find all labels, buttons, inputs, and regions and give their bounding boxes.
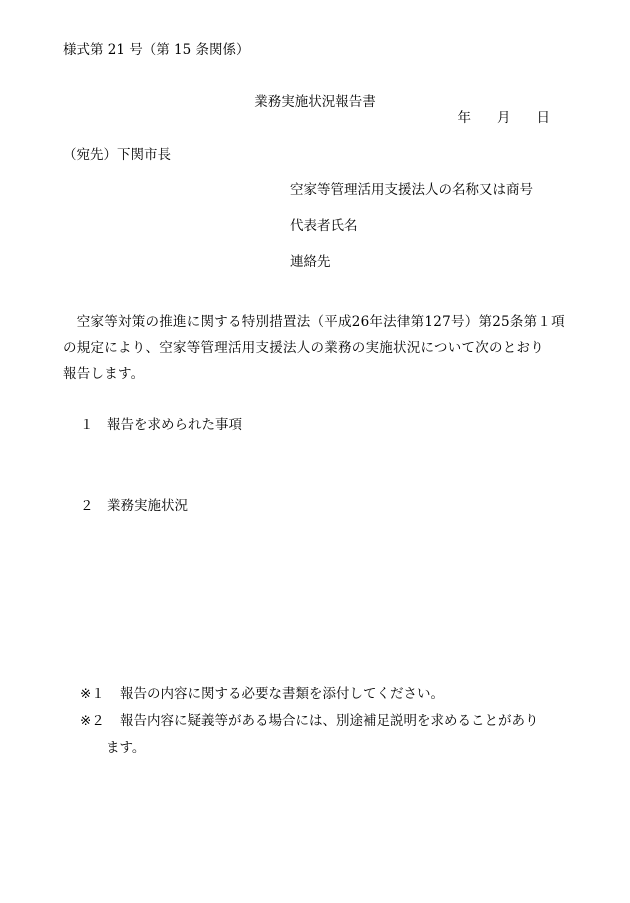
addressee: （宛先）下関市長: [63, 147, 171, 163]
date-line: [458, 112, 551, 126]
note-1: [80, 688, 444, 702]
date-month: 月: [497, 110, 511, 126]
body-paragraph: [63, 309, 583, 387]
note-2-continuation: ます。: [106, 740, 146, 756]
org-name-label: 空家等管理活用支援法人の名称又は商号: [290, 182, 533, 198]
section-business-status: [80, 500, 188, 514]
note-text: 報告の内容に関する必要な書類を添付してください。: [120, 686, 444, 702]
section-requested-items: [80, 419, 242, 433]
note-text: 報告内容に疑義等がある場合には、別途補足説明を求めることがあり: [120, 713, 539, 729]
note-mark: ※２: [80, 713, 105, 729]
representative-label: 代表者氏名: [290, 218, 358, 234]
date-year: 年: [457, 110, 471, 126]
section-number: ２: [80, 498, 94, 514]
date-day: 日: [536, 110, 550, 126]
body-line-3: 報告します。: [63, 366, 145, 382]
contact-label: 連絡先: [290, 254, 331, 270]
document-title: 業務実施状況報告書: [254, 94, 376, 110]
section-number: １: [80, 417, 94, 433]
body-line-2: の規定により、空家等管理活用支援法人の業務の実施状況について次のとおり: [63, 340, 544, 356]
section-label: 業務実施状況: [107, 498, 188, 514]
body-line-1: 空家等対策の推進に関する特別措置法（平成26年法律第127号）第25条第１項: [63, 314, 565, 330]
note-mark: ※１: [80, 686, 105, 702]
note-2: [80, 715, 539, 729]
section-label: 報告を求められた事項: [107, 417, 242, 433]
form-number: 様式第 21 号（第 15 条関係）: [63, 42, 250, 58]
